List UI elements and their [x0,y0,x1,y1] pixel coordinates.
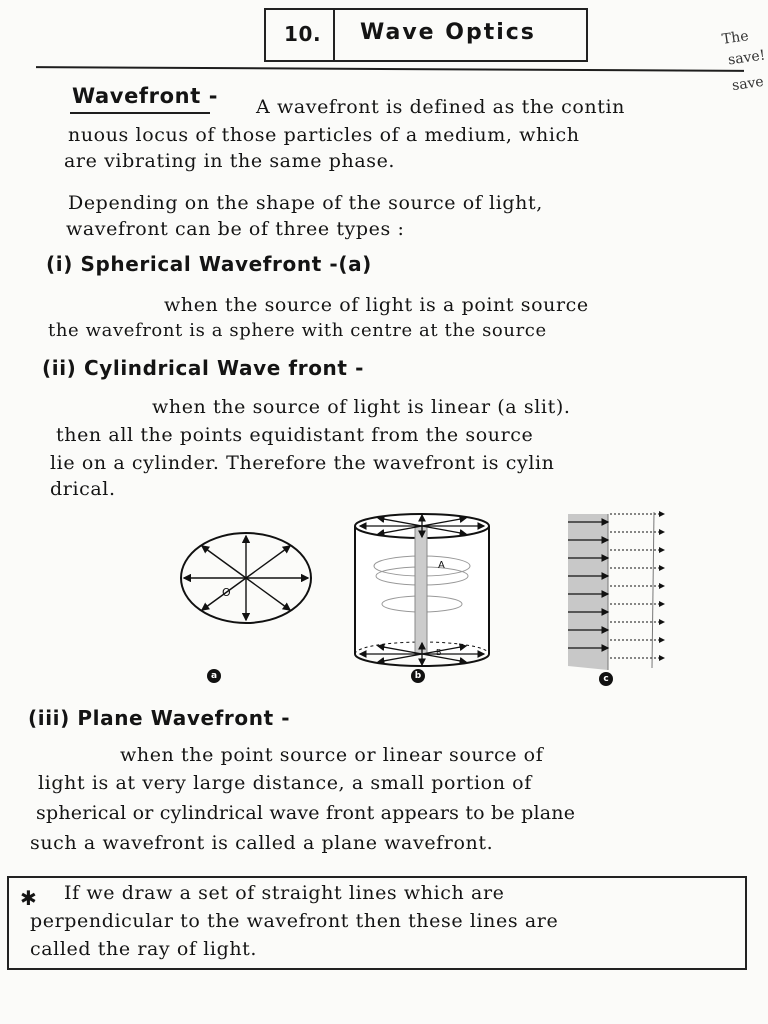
note-bullet: ✱ [20,886,38,910]
figure-a-center-label: O [222,586,231,599]
note-line-3: called the ray of light. [30,938,258,960]
definition-line-1: A wavefront is defined as the contin [256,96,625,118]
plane-line-3: spherical or cylindrical wave front appears to be plane [36,802,576,824]
cylindrical-line-2: then all the points equidistant from the source [56,424,534,446]
types-intro-line-1: Depending on the shape of the source of light, [68,192,543,214]
heading-underline [70,112,210,114]
figure-b-axis-label: A [438,560,445,571]
cylindrical-heading: (ii) Cylindrical Wave front - [42,356,364,380]
figure-b-point-label: B [436,648,442,657]
cylindrical-line-4: drical. [50,478,116,500]
figure-b-cylindrical-diagram [352,512,492,668]
plane-line-4: such a wavefront is called a plane wavefront. [30,832,494,854]
header-rule [36,66,744,72]
plane-line-1: when the point source or linear source of [120,744,544,766]
definition-line-2: nuous locus of those particles of a medium, which [68,124,580,146]
figure-c-plane-diagram [566,510,666,670]
margin-note-line-3: save [731,73,765,95]
definition-line-3: are vibrating in the same phase. [64,150,396,172]
spherical-line-1: when the source of light is a point source [164,294,589,316]
spherical-line-2: the wavefront is a sphere with centre at the source [48,320,547,341]
figure-b-label: b [411,669,425,683]
cylindrical-line-3: lie on a cylinder. Therefore the wavefront is cylin [50,452,555,474]
margin-note-line-2: save! [727,47,767,69]
types-intro-line-2: wavefront can be of three types : [66,218,405,240]
margin-note-line-1: The [721,28,750,48]
figure-a-label: a [207,669,221,683]
chapter-title: Wave Optics [360,20,536,45]
plane-line-2: light is at very large distance, a small portion of [38,772,532,794]
note-line-2: perpendicular to the wavefront then these lines are [30,910,559,932]
spherical-heading: (i) Spherical Wavefront -(a) [46,252,372,276]
figure-a-spherical-diagram [178,530,314,626]
note-line-1: If we draw a set of straight lines which are [64,882,505,904]
wavefront-heading: Wavefront - [72,84,219,108]
figure-c-label: c [599,672,613,686]
title-divider [333,8,335,60]
plane-heading: (iii) Plane Wavefront - [28,706,291,730]
chapter-number: 10. [284,22,322,46]
cylindrical-line-1: when the source of light is linear (a slit). [152,396,571,418]
